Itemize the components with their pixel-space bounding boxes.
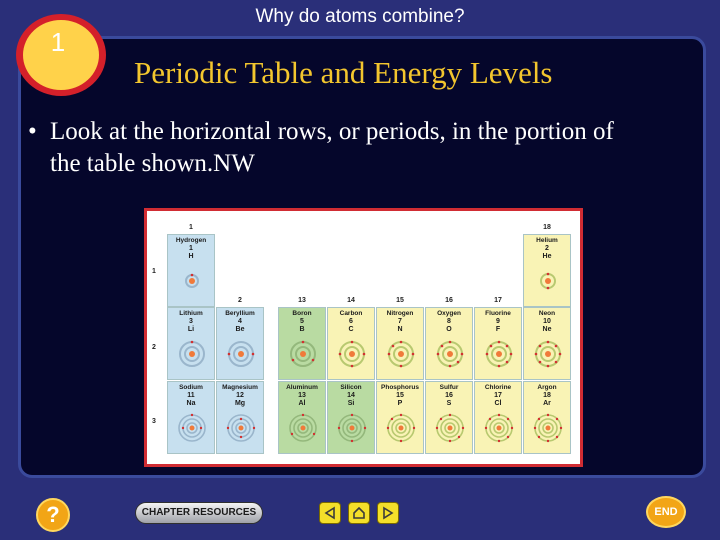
element-cell bbox=[425, 307, 473, 380]
element-number: 16 bbox=[445, 392, 453, 399]
next-button[interactable] bbox=[377, 502, 399, 524]
group-label: 13 bbox=[298, 297, 306, 304]
element-cell bbox=[474, 381, 522, 454]
element-cell bbox=[523, 307, 571, 380]
atom-diagram-icon bbox=[288, 413, 318, 443]
atom-diagram-icon bbox=[177, 413, 207, 443]
atom-diagram-icon bbox=[435, 339, 465, 369]
element-symbol: Mg bbox=[234, 400, 246, 407]
element-number: 5 bbox=[300, 318, 304, 325]
element-cell bbox=[376, 307, 424, 380]
element-name: Fluorine bbox=[485, 310, 511, 317]
element-symbol: N bbox=[397, 326, 403, 333]
element-cell bbox=[216, 307, 264, 380]
element-symbol: B bbox=[299, 326, 305, 333]
element-name: Sodium bbox=[179, 384, 203, 391]
element-name: Boron bbox=[292, 310, 312, 317]
element-name: Oxygen bbox=[437, 310, 461, 317]
slide-heading: Periodic Table and Energy Levels bbox=[134, 55, 553, 90]
atom-diagram-icon bbox=[226, 339, 256, 369]
element-name: Helium bbox=[536, 237, 558, 244]
element-number: 14 bbox=[347, 392, 355, 399]
element-name: Beryllium bbox=[225, 310, 255, 317]
element-symbol: Na bbox=[186, 400, 196, 407]
element-cell bbox=[327, 381, 375, 454]
atom-diagram-icon bbox=[177, 339, 207, 369]
period-label: 1 bbox=[152, 268, 156, 275]
element-number: 4 bbox=[238, 318, 242, 325]
end-button[interactable]: END bbox=[646, 496, 686, 528]
element-symbol: Al bbox=[298, 400, 306, 407]
element-name: Sulfur bbox=[439, 384, 459, 391]
element-symbol: He bbox=[542, 253, 552, 260]
element-number: 1 bbox=[189, 245, 193, 252]
home-button[interactable] bbox=[348, 502, 370, 524]
element-cell bbox=[523, 381, 571, 454]
element-cell bbox=[425, 381, 473, 454]
element-name: Chlorine bbox=[484, 384, 512, 391]
element-cell bbox=[278, 307, 326, 380]
element-cell bbox=[474, 307, 522, 380]
atom-diagram-icon bbox=[533, 339, 563, 369]
element-cell bbox=[278, 381, 326, 454]
periodic-table bbox=[144, 208, 583, 467]
element-name: Aluminum bbox=[286, 384, 318, 391]
element-name: Phosphorus bbox=[381, 384, 419, 391]
group-label: 15 bbox=[396, 297, 404, 304]
element-symbol: Ar bbox=[543, 400, 551, 407]
element-number: 2 bbox=[545, 245, 549, 252]
element-symbol: Si bbox=[347, 400, 355, 407]
element-number: 12 bbox=[236, 392, 244, 399]
element-cell bbox=[327, 307, 375, 380]
element-symbol: Li bbox=[187, 326, 195, 333]
atom-diagram-icon bbox=[337, 413, 367, 443]
element-number: 8 bbox=[447, 318, 451, 325]
group-label: 16 bbox=[445, 297, 453, 304]
atom-diagram-icon bbox=[288, 339, 318, 369]
element-number: 6 bbox=[349, 318, 353, 325]
element-number: 7 bbox=[398, 318, 402, 325]
element-cell bbox=[167, 234, 215, 307]
element-number: 3 bbox=[189, 318, 193, 325]
element-number: 17 bbox=[494, 392, 502, 399]
bullet-dot: • bbox=[28, 118, 37, 145]
element-symbol: P bbox=[397, 400, 403, 407]
element-number: 11 bbox=[187, 392, 195, 399]
element-name: Silicon bbox=[340, 384, 362, 391]
group-label: 17 bbox=[494, 297, 502, 304]
help-button[interactable]: ? bbox=[36, 498, 70, 532]
element-symbol: H bbox=[188, 253, 194, 260]
group-label: 1 bbox=[189, 224, 193, 231]
period-label: 3 bbox=[152, 418, 156, 425]
element-symbol: F bbox=[495, 326, 501, 333]
element-name: Nitrogen bbox=[386, 310, 414, 317]
atom-diagram-icon bbox=[435, 413, 465, 443]
element-number: 9 bbox=[496, 318, 500, 325]
element-name: Argon bbox=[537, 384, 557, 391]
atom-diagram-icon bbox=[177, 266, 207, 296]
atom-diagram-icon bbox=[484, 413, 514, 443]
element-name: Hydrogen bbox=[175, 237, 207, 244]
element-symbol: C bbox=[348, 326, 354, 333]
group-label: 14 bbox=[347, 297, 355, 304]
previous-button[interactable] bbox=[319, 502, 341, 524]
bullet-text: Look at the horizontal rows, or periods, in the portion of the table shown.NW bbox=[50, 118, 614, 177]
atom-diagram-icon bbox=[337, 339, 367, 369]
element-symbol: S bbox=[446, 400, 452, 407]
chapter-resources-button[interactable]: CHAPTER RESOURCES bbox=[135, 502, 263, 524]
element-symbol: Be bbox=[235, 326, 245, 333]
element-symbol: O bbox=[446, 326, 452, 333]
element-cell bbox=[167, 381, 215, 454]
element-number: 13 bbox=[298, 392, 306, 399]
element-name: Magnesium bbox=[222, 384, 258, 391]
element-number: 10 bbox=[543, 318, 551, 325]
section-badge-inner bbox=[23, 20, 99, 90]
element-cell bbox=[167, 307, 215, 380]
element-symbol: Cl bbox=[494, 400, 502, 407]
element-name: Neon bbox=[538, 310, 556, 317]
element-symbol: Ne bbox=[542, 326, 552, 333]
group-label: 2 bbox=[238, 297, 242, 304]
bullet-point bbox=[28, 116, 650, 180]
atom-diagram-icon bbox=[533, 413, 563, 443]
element-cell bbox=[216, 381, 264, 454]
atom-diagram-icon bbox=[386, 413, 416, 443]
atom-diagram-icon bbox=[533, 266, 563, 296]
element-number: 18 bbox=[543, 392, 551, 399]
element-name: Carbon bbox=[339, 310, 363, 317]
element-name: Lithium bbox=[179, 310, 203, 317]
atom-diagram-icon bbox=[484, 339, 514, 369]
top-title: Why do atoms combine? bbox=[255, 6, 465, 27]
element-number: 15 bbox=[396, 392, 404, 399]
group-label: 18 bbox=[543, 224, 551, 231]
atom-diagram-icon bbox=[386, 339, 416, 369]
element-cell bbox=[523, 234, 571, 307]
section-number: 1 bbox=[50, 26, 66, 57]
arrow-right-icon bbox=[381, 506, 395, 520]
home-icon bbox=[352, 506, 366, 520]
atom-diagram-icon bbox=[226, 413, 256, 443]
arrow-left-icon bbox=[323, 506, 337, 520]
element-cell bbox=[376, 381, 424, 454]
period-label: 2 bbox=[152, 344, 156, 351]
